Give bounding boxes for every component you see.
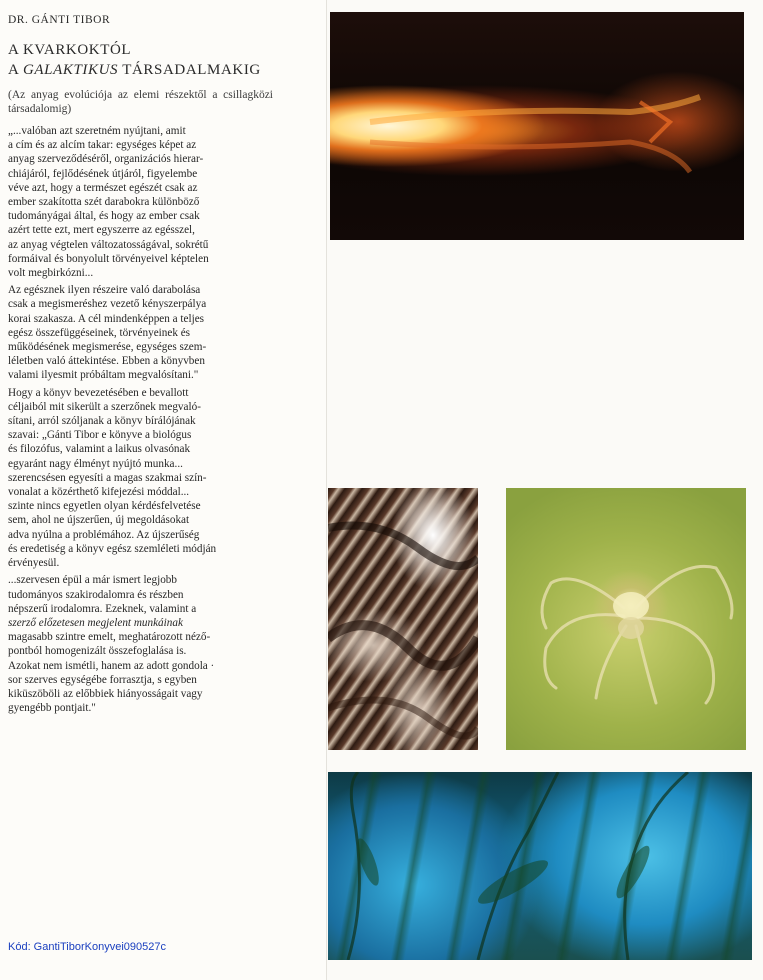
kelp-fronds bbox=[328, 772, 752, 960]
text-line: vonalat a közérthető kifejezési móddal... bbox=[8, 486, 190, 499]
text-line: egyaránt nagy élményt nyújtó munka... bbox=[8, 457, 183, 470]
text-line: volt megbirkózni... bbox=[8, 267, 94, 280]
text-line: sor szerves egységébe forrasztja, s egyben bbox=[8, 673, 197, 686]
text-line: szavai: „Gánti Tibor e könyve a biológus bbox=[8, 429, 192, 442]
text-line: érvényesül. bbox=[8, 557, 60, 570]
text-line: ...szervesen épül a már ismert legjobb bbox=[8, 574, 177, 587]
text-line: azért tette ezt, mert egyszerre az egésszel, bbox=[8, 224, 195, 237]
text-line: ember szakította szét darabokra különböző bbox=[8, 196, 200, 209]
title-line2-italic: GALAKTIKUS bbox=[22, 62, 119, 78]
text-line: Hogy a könyv bevezetésében e bevallott bbox=[8, 386, 189, 399]
text-line: léletben való áttekintése. Ebben a könyvben bbox=[8, 355, 205, 368]
text-line: szinte nincs egyetlen olyan kérdésfelvetése bbox=[8, 500, 201, 513]
book-title-line2 bbox=[8, 62, 261, 79]
text-line: szerencsésen egyesíti a magas szakmai szín- bbox=[8, 471, 207, 484]
title-line2-prefix: A bbox=[8, 62, 23, 78]
text-line: valami ilyesmit próbáltam megvalósítani." bbox=[8, 369, 199, 382]
text-column bbox=[0, 0, 326, 980]
text-line: tudományos szakirodalomra és részben bbox=[8, 588, 184, 601]
flame-streaks bbox=[330, 12, 744, 240]
fire-flame-photo bbox=[330, 12, 744, 240]
text-line: és filozófus, valamint a laikus olvasónak bbox=[8, 443, 191, 456]
blurb-paragraph-4 bbox=[8, 573, 268, 715]
text-line: sem, ahol ne újszerűen, új megoldásokat bbox=[8, 514, 190, 527]
text-line: gyengébb pontjait." bbox=[8, 702, 96, 715]
title-line2-suffix: TÁRSADALMAKIG bbox=[118, 62, 261, 78]
text-line: egész összefüggéseinek, törvényeinek és bbox=[8, 326, 191, 339]
book-subtitle: (Az anyag evolúciója az elemi részektől a csillagközi társadalomig) bbox=[8, 89, 273, 115]
text-line: véve azt, hogy a természet egészét csak az bbox=[8, 181, 198, 194]
text-line: a cím és az alcím takar: egységes képet az bbox=[8, 139, 197, 152]
rock-texture-photo bbox=[328, 488, 478, 750]
rock-strata bbox=[328, 488, 478, 750]
blurb-text bbox=[8, 124, 268, 718]
blurb-paragraph-2 bbox=[8, 283, 268, 382]
spider-silhouette bbox=[506, 488, 746, 750]
text-line: sítani, arról szóljanak a könyv bírálójának bbox=[8, 415, 196, 428]
text-line: formáival és bonyolult törvényeivel képtelen bbox=[8, 252, 209, 265]
text-line: chiájáról, fejlődésének útjáról, figyelembe bbox=[8, 167, 198, 180]
text-line: tudományágai által, és hogy az ember csak bbox=[8, 210, 200, 223]
blurb-paragraph-3 bbox=[8, 386, 268, 571]
text-line: az anyag végtelen változatosságával, sokrétű bbox=[8, 238, 209, 251]
text-line: működésének megismerése, egységes szem- bbox=[8, 341, 207, 354]
spider-photo bbox=[506, 488, 746, 750]
author-name: DR. GÁNTI TIBOR bbox=[8, 14, 111, 26]
text-line: pontból homogenizált összefoglalása is. bbox=[8, 645, 187, 658]
underwater-kelp-photo bbox=[328, 772, 752, 960]
document-code: Kód: GantiTiborKonyvei090527c bbox=[8, 941, 166, 953]
text-line: magasabb szintre emelt, meghatározott néző- bbox=[8, 631, 211, 644]
text-line: céljaiból mit sikerült a szerzőnek megvaló- bbox=[8, 400, 201, 413]
text-line-italic: szerző előzetesen megjelent munkáinak bbox=[8, 616, 183, 629]
text-line: népszerű irodalomra. Ezeknek, valamint a bbox=[8, 602, 197, 615]
text-line: és eredetiség a könyv egész szemléleti módján bbox=[8, 542, 217, 555]
text-line: „...valóban azt szeretném nyújtani, amit bbox=[8, 125, 186, 137]
text-line: Azokat nem ismétli, hanem az adott gondola · bbox=[8, 659, 215, 672]
text-line: kiküszöböli az előbbiek hiányosságait vagy bbox=[8, 687, 203, 700]
blurb-paragraph-1 bbox=[8, 124, 268, 280]
text-line: Az egésznek ilyen részeire való darabolása bbox=[8, 284, 201, 297]
text-line: anyag szerveződéséről, organizációs hierar- bbox=[8, 153, 204, 166]
text-line: korai szakasza. A cél mindenképpen a teljes bbox=[8, 312, 205, 325]
book-title-line1: A KVARKOKTÓL bbox=[8, 42, 132, 58]
text-line: csak a megismeréshez vezető kényszerpálya bbox=[8, 298, 207, 311]
text-line: adva nyúlna a problémához. Az újszerűség bbox=[8, 528, 200, 541]
